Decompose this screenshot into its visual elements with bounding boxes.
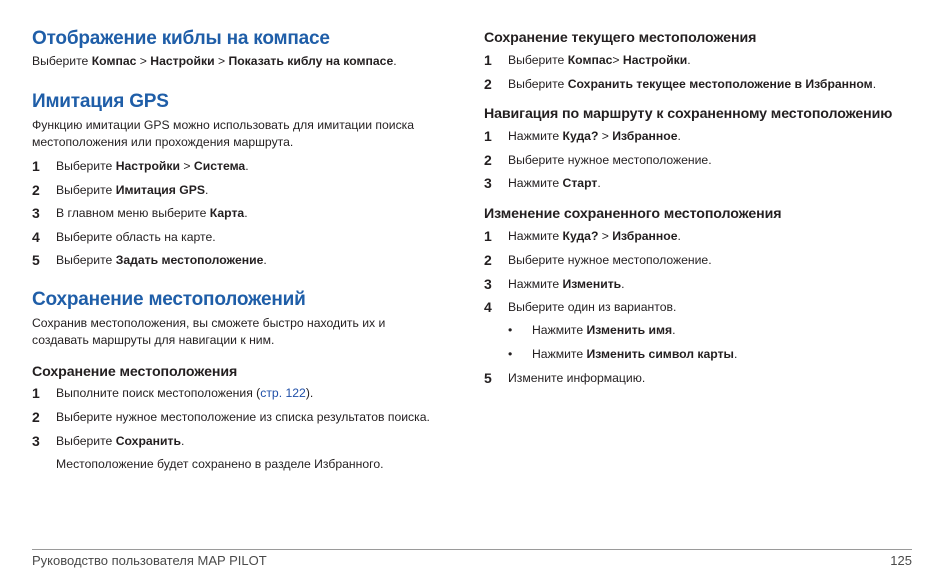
page-reference-link[interactable]: стр. 122 (260, 386, 306, 400)
step-text: Выполните поиск местоположения (стр. 122). (56, 386, 314, 400)
step-text: Нажмите Старт. (508, 176, 601, 190)
bullet-text: Нажмите Изменить имя. (532, 323, 676, 337)
step-number: 4 (484, 299, 492, 315)
step-text: Нажмите Куда? > Избранное. (508, 229, 681, 243)
step-number: 5 (32, 252, 40, 268)
step-number: 1 (484, 52, 492, 68)
bullet-icon: • (508, 347, 513, 361)
step-text: Выберите нужное местоположение. (508, 153, 712, 167)
step-number: 2 (484, 152, 492, 168)
subsection-title-navigate-saved: Навигация по маршруту к сохраненному местоположению (484, 106, 893, 122)
step-text: Нажмите Куда? > Избранное. (508, 129, 681, 143)
step-number: 4 (32, 229, 40, 245)
step-number: 1 (32, 385, 40, 401)
saving-intro-2: создавать маршруты для навигации к ним. (32, 333, 275, 347)
step-text: Выберите Сохранить текущее местоположение в Избранном. (508, 77, 877, 91)
step-text: Нажмите Изменить. (508, 277, 625, 291)
step-number: 1 (32, 158, 40, 174)
step-text: Выберите Компас> Настройки. (508, 53, 691, 67)
gps-sim-intro-2: местоположения или прохождения маршрута. (32, 135, 294, 149)
gps-sim-intro-1: Функцию имитации GPS можно использовать для имитации поиска (32, 118, 415, 132)
bullet-text: Нажмите Изменить символ карты. (532, 347, 738, 361)
footer-divider (32, 549, 912, 550)
section-title-qibla: Отображение киблы на компасе (32, 28, 330, 49)
step-text: Выберите нужное местоположение из списка результатов поиска. (56, 410, 430, 424)
step-number: 2 (32, 182, 40, 198)
step-number: 1 (484, 128, 492, 144)
subsection-title-save-location: Сохранение местоположения (32, 364, 238, 380)
step-number: 3 (32, 205, 40, 221)
page-number: 125 (890, 553, 912, 568)
step-number: 5 (484, 370, 492, 386)
step-text: В главном меню выберите Карта. (56, 206, 248, 220)
section-title-gps-sim: Имитация GPS (32, 91, 169, 112)
step-text: Выберите один из вариантов. (508, 300, 677, 314)
step-number: 2 (32, 409, 40, 425)
step-text: Выберите Сохранить. (56, 434, 185, 448)
step-number: 2 (484, 252, 492, 268)
step-number: 2 (484, 76, 492, 92)
subsection-title-save-current: Сохранение текущего местоположения (484, 30, 757, 46)
section-title-saving: Сохранение местоположений (32, 289, 306, 310)
qibla-instruction: Выберите Компас > Настройки > Показать киблу на компасе. (32, 54, 397, 68)
step-text: Выберите область на карте. (56, 230, 216, 244)
step-number: 1 (484, 228, 492, 244)
step-number: 3 (484, 276, 492, 292)
save-note: Местоположение будет сохранено в разделе Избранного. (56, 457, 384, 471)
step-text: Измените информацию. (508, 371, 646, 385)
step-text: Выберите нужное местоположение. (508, 253, 712, 267)
subsection-title-edit-saved: Изменение сохраненного местоположения (484, 206, 782, 222)
saving-intro-1: Сохранив местоположения, вы сможете быстро находить их и (32, 316, 386, 330)
step-text: Выберите Имитация GPS. (56, 183, 209, 197)
bullet-icon: • (508, 323, 513, 337)
step-number: 3 (484, 175, 492, 191)
step-text: Выберите Настройки > Система. (56, 159, 249, 173)
footer-manual-title: Руководство пользователя MAP PILOT (32, 553, 267, 568)
step-number: 3 (32, 433, 40, 449)
step-text: Выберите Задать местоположение. (56, 253, 267, 267)
